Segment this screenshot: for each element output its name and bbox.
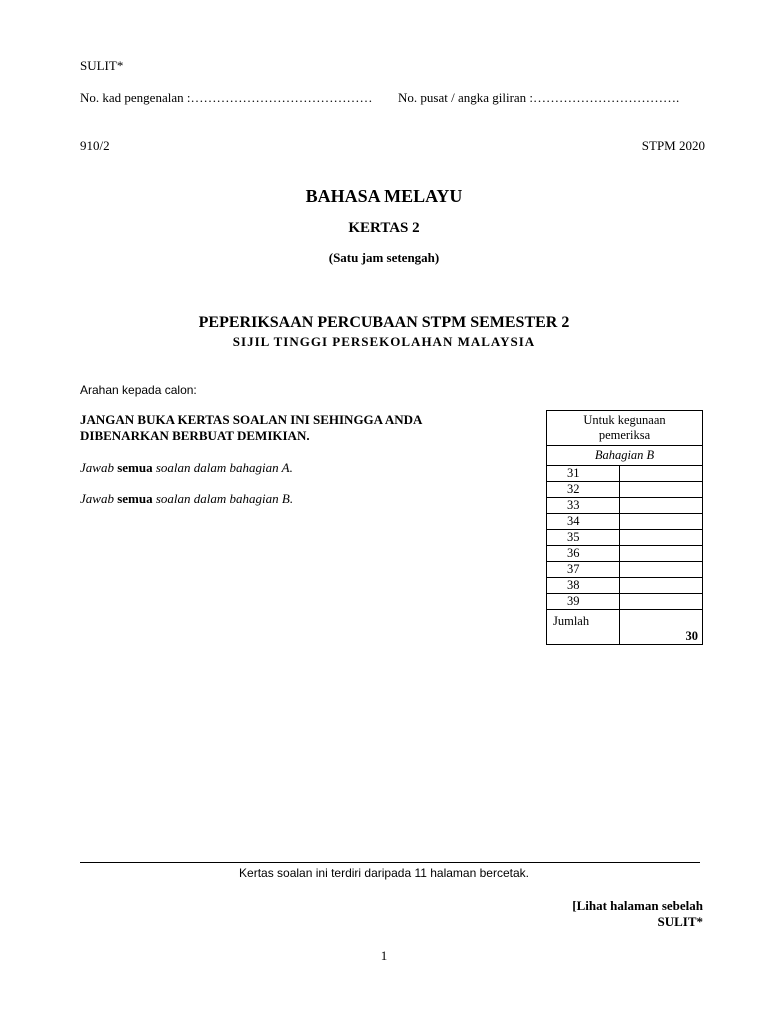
- text: semua: [117, 460, 153, 475]
- question-number: 38: [547, 578, 620, 594]
- score-cell[interactable]: [620, 482, 703, 498]
- sulit-label: SULIT*: [80, 58, 124, 73]
- warning-line-1: JANGAN BUKA KERTAS SOALAN INI SEHINGGA ANDA: [80, 412, 423, 427]
- text: Jawab: [80, 491, 118, 506]
- score-cell[interactable]: [620, 514, 703, 530]
- instruction-b: [80, 491, 293, 507]
- table-row: [547, 466, 703, 482]
- instruction-a: [80, 460, 293, 476]
- exam-year: STPM 2020: [641, 138, 705, 153]
- table-row: [547, 562, 703, 578]
- question-number: 34: [547, 514, 620, 530]
- paper-title: KERTAS 2: [348, 220, 420, 236]
- section-label: Bahagian B: [547, 446, 703, 466]
- next-page-note: [Lihat halaman sebelah: [572, 898, 703, 913]
- score-cell[interactable]: [620, 546, 703, 562]
- question-number: 36: [547, 546, 620, 562]
- table-row: [547, 482, 703, 498]
- score-cell[interactable]: [620, 578, 703, 594]
- ic-number-field: No. kad pengenalan :……………………………………: [80, 90, 373, 105]
- text: Jawab: [80, 460, 118, 475]
- certificate-title: SIJIL TINGGI PERSEKOLAHAN MALAYSIA: [232, 334, 536, 349]
- subject-title: BAHASA MELAYU: [305, 186, 463, 206]
- score-cell[interactable]: [620, 562, 703, 578]
- text: pemeriksa: [598, 428, 651, 442]
- exam-title: PEPERIKSAAN PERCUBAAN STPM SEMESTER 2: [198, 314, 570, 331]
- examiner-table: [546, 410, 703, 645]
- text: soalan dalam bahagian A.: [152, 460, 293, 475]
- table-row: [547, 546, 703, 562]
- divider: [80, 862, 700, 863]
- question-number: 31: [547, 466, 620, 482]
- paper-code: 910/2: [80, 138, 110, 153]
- footer-sulit: SULIT*: [657, 914, 703, 929]
- table-row: [547, 514, 703, 530]
- duration: (Satu jam setengah): [328, 250, 440, 265]
- table-row: [547, 594, 703, 610]
- score-cell[interactable]: [620, 530, 703, 546]
- table-heading: [547, 411, 703, 446]
- centre-number-field: No. pusat / angka giliran :…………………………….: [398, 90, 680, 105]
- question-number: 35: [547, 530, 620, 546]
- table-row: [547, 578, 703, 594]
- score-cell[interactable]: [620, 498, 703, 514]
- table-row: [547, 530, 703, 546]
- score-cell[interactable]: [620, 466, 703, 482]
- question-number: 39: [547, 594, 620, 610]
- pages-note: Kertas soalan ini terdiri daripada 11 halaman bercetak.: [239, 866, 529, 880]
- question-number: 33: [547, 498, 620, 514]
- question-number: 32: [547, 482, 620, 498]
- question-number: 37: [547, 562, 620, 578]
- table-row: [547, 498, 703, 514]
- total-value: 30: [620, 610, 703, 645]
- page-number: 1: [380, 948, 388, 963]
- warning-line-2: DIBENARKAN BERBUAT DEMIKIAN.: [80, 428, 310, 443]
- instructions-heading: Arahan kepada calon:: [80, 383, 197, 397]
- text: semua: [117, 491, 153, 506]
- total-label: Jumlah: [547, 610, 620, 645]
- text: soalan dalam bahagian B.: [152, 491, 294, 506]
- text: Untuk kegunaan: [583, 413, 666, 427]
- score-cell[interactable]: [620, 594, 703, 610]
